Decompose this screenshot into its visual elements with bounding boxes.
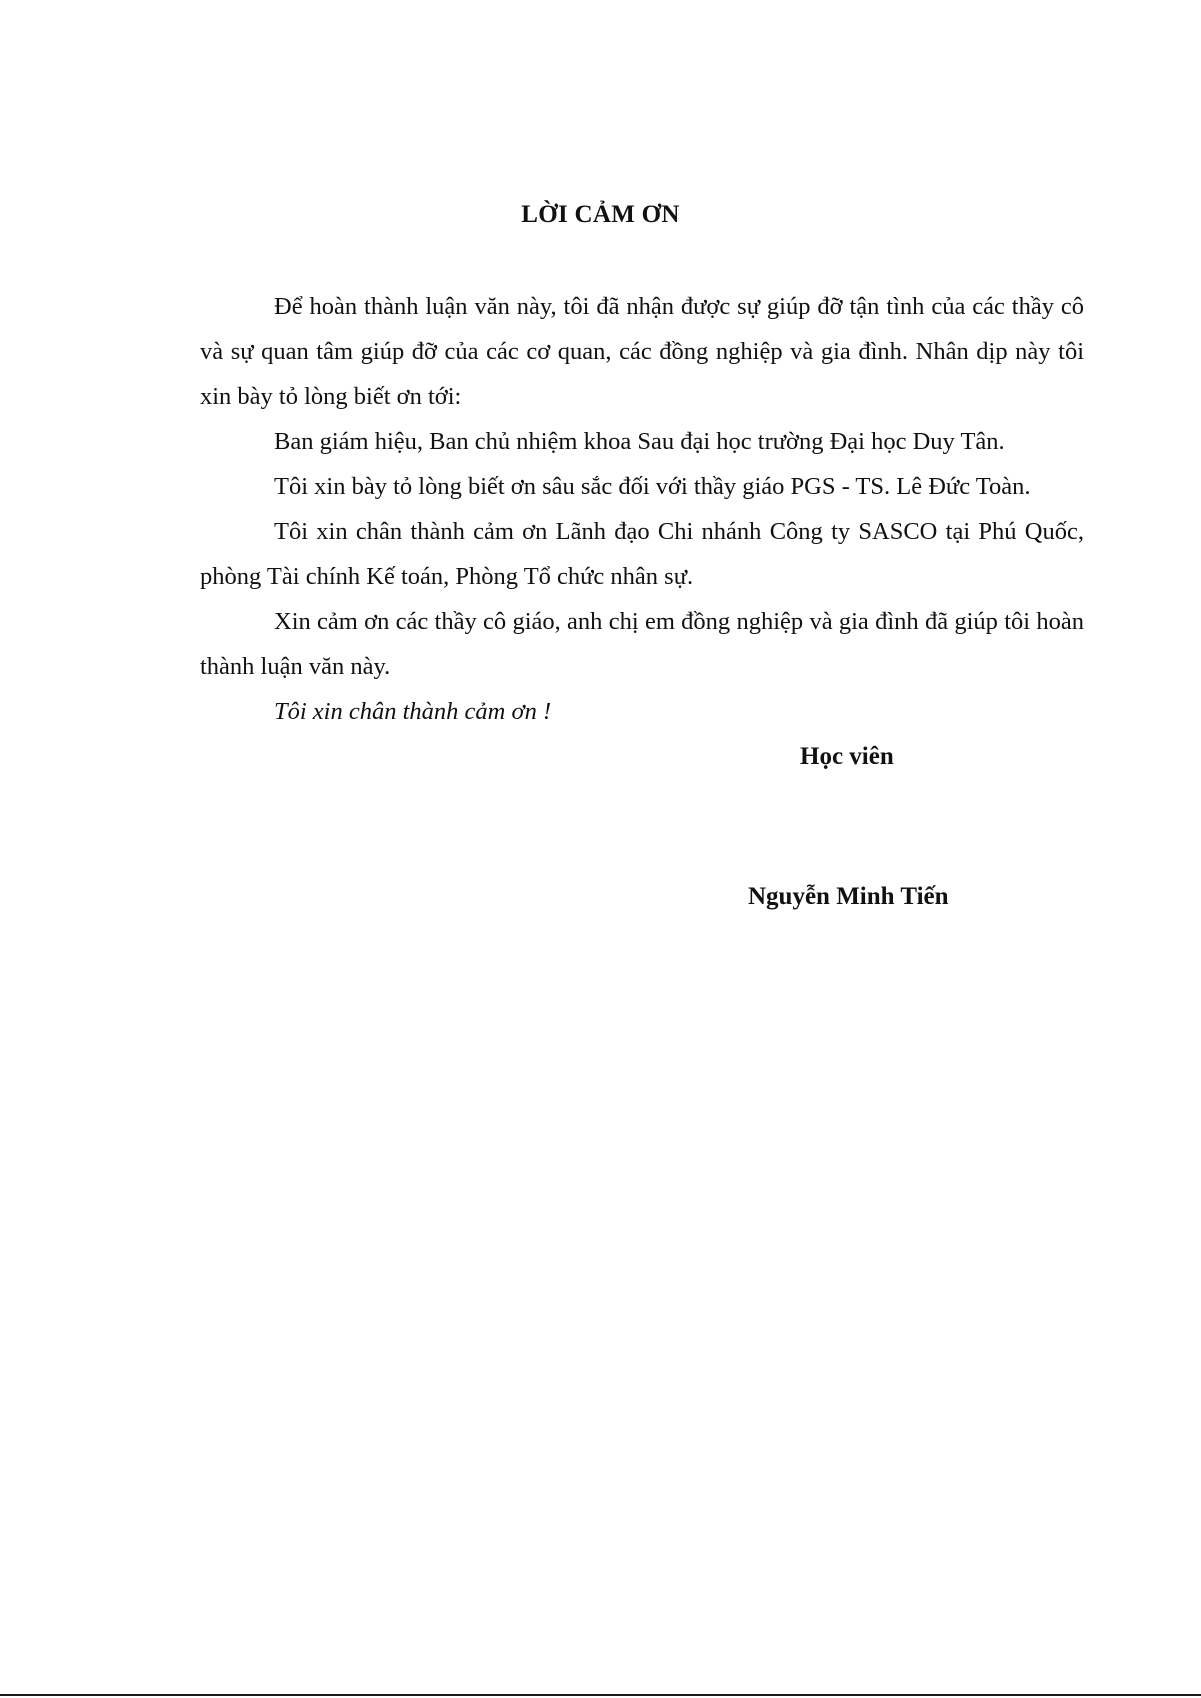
paragraph-intro: Để hoàn thành luận văn này, tôi đã nhận được sự giúp đỡ tận tình của các thầy cô và sự quan tâm giúp đỡ của các cơ quan, các đồng nghiệp và gia đình. Nhân dịp này tôi xin bày tỏ lòng biết ơn tới: <box>200 293 1084 410</box>
paragraph-colleagues: Xin cảm ơn các thầy cô giáo, anh chị em đồng nghiệp và gia đình đã giúp tôi hoàn thành luận văn này. <box>200 608 1084 680</box>
paragraph-university: Ban giám hiệu, Ban chủ nhiệm khoa Sau đại học trường Đại học Duy Tân. <box>274 428 1005 455</box>
closing-line: Tôi xin chân thành cảm ơn ! <box>274 698 552 725</box>
paragraph-company: Tôi xin chân thành cảm ơn Lãnh đạo Chi nhánh Công ty SASCO tại Phú Quốc, phòng Tài chính Kế toán, Phòng Tổ chức nhân sự. <box>200 518 1084 590</box>
signature-role: Học viên <box>800 743 894 770</box>
page-title: LỜI CẢM ƠN <box>521 201 680 228</box>
acknowledgement-body <box>200 284 1084 734</box>
bottom-border-line <box>0 1694 1201 1696</box>
paragraph-advisor: Tôi xin bày tỏ lòng biết ơn sâu sắc đối với thầy giáo PGS - TS. Lê Đức Toàn. <box>274 473 1031 500</box>
signature-name: Nguyễn Minh Tiến <box>748 883 949 910</box>
